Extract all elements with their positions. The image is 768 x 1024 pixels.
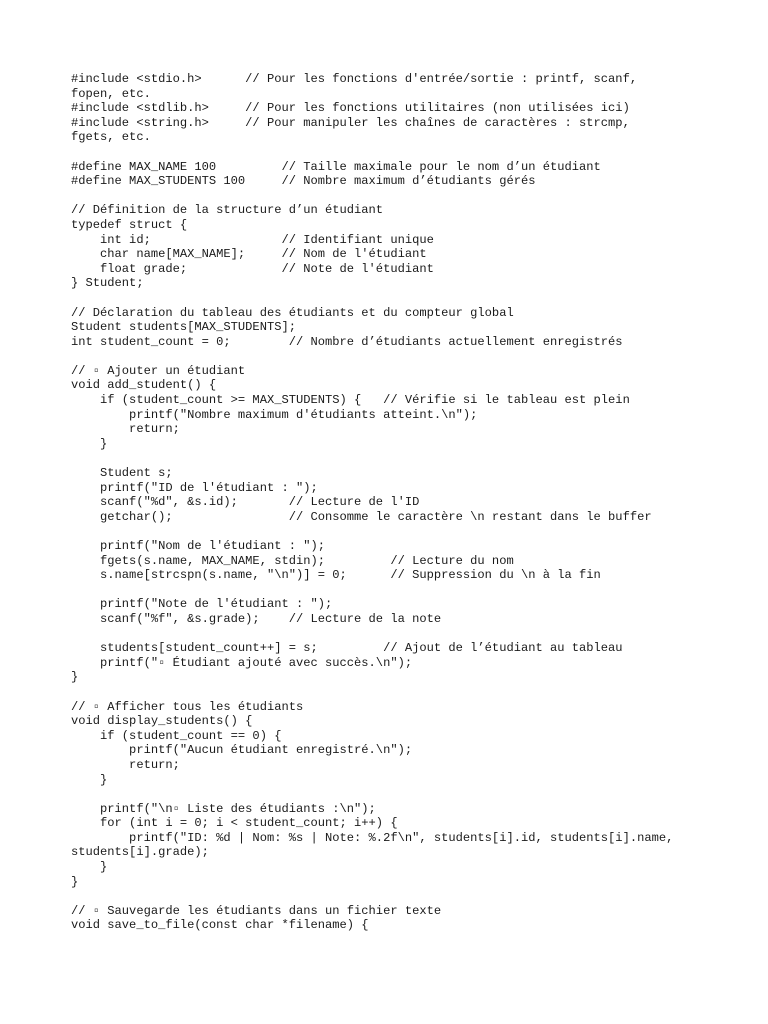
- code-line: printf("Nombre maximum d'étudiants atteint.\n");: [71, 407, 478, 422]
- code-line: return;: [71, 757, 180, 772]
- code-line: #include <stdio.h> // Pour les fonctions d'entrée/sortie : printf, scanf,: [71, 72, 638, 86]
- code-line: // ▫ Sauvegarde les étudiants dans un fichier texte: [71, 903, 442, 918]
- code-line: return;: [71, 422, 180, 437]
- code-line: void add_student() {: [71, 378, 217, 393]
- code-line: }: [71, 874, 79, 889]
- code-line: if (student_count >= MAX_STUDENTS) { // Vérifie si le tableau est plein: [71, 393, 630, 408]
- code-line: scanf("%d", &s.id); // Lecture de l'ID: [71, 495, 420, 510]
- code-line: float grade; // Note de l'étudiant: [71, 261, 434, 276]
- code-line: // ▫ Afficher tous les étudiants: [71, 699, 304, 714]
- code-line: [71, 524, 711, 539]
- code-line: [71, 145, 711, 160]
- code-line: void display_students() {: [71, 714, 253, 729]
- code-line: Student s;: [71, 466, 173, 481]
- code-line: [71, 627, 711, 642]
- code-line: typedef struct {: [71, 217, 188, 232]
- code-line: printf("▫ Étudiant ajouté avec succès.\n");: [71, 655, 413, 670]
- code-line: }: [71, 860, 108, 875]
- code-line: #include <stdlib.h> // Pour les fonctions utilitaires (non utilisées ici): [71, 101, 630, 116]
- code-line: [71, 685, 711, 700]
- code-line: fopen, etc.: [71, 86, 151, 101]
- code-line: int id; // Identifiant unique: [71, 232, 434, 247]
- code-line: students[student_count++] = s; // Ajout de l’étudiant au tableau: [71, 641, 623, 656]
- code-line: [71, 583, 711, 598]
- code-line: // Déclaration du tableau des étudiants et du compteur global: [71, 305, 514, 320]
- code-line: students[i].grade);: [71, 845, 209, 860]
- code-line: [71, 291, 711, 306]
- code-line: char name[MAX_NAME]; // Nom de l'étudiant: [71, 247, 427, 262]
- code-line: for (int i = 0; i < student_count; i++) {: [71, 816, 398, 831]
- code-line: fgets, etc.: [71, 130, 151, 145]
- code-line: [71, 189, 711, 204]
- code-line: getchar(); // Consomme le caractère \n restant dans le buffer: [71, 509, 652, 524]
- code-line: #define MAX_NAME 100 // Taille maximale pour le nom d’un étudiant: [71, 159, 601, 174]
- code-line: // Définition de la structure d’un étudiant: [71, 203, 384, 218]
- code-line: }: [71, 772, 108, 787]
- code-line: void save_to_file(const char *filename) {: [71, 918, 369, 933]
- code-line: } Student;: [71, 276, 144, 291]
- code-block: [71, 72, 711, 933]
- code-line: #include <string.h> // Pour manipuler les chaînes de caractères : strcmp,: [71, 115, 630, 130]
- code-line: [71, 349, 711, 364]
- code-line: int student_count = 0; // Nombre d’étudiants actuellement enregistrés: [71, 334, 623, 349]
- code-line: printf("Note de l'étudiant : ");: [71, 597, 333, 612]
- code-line: fgets(s.name, MAX_NAME, stdin); // Lecture du nom: [71, 553, 514, 568]
- code-line: printf("ID: %d | Nom: %s | Note: %.2f\n", students[i].id, students[i].name,: [71, 830, 674, 845]
- code-line: [71, 451, 711, 466]
- code-line: printf("\n▫ Liste des étudiants :\n");: [71, 801, 376, 816]
- code-line: // ▫ Ajouter un étudiant: [71, 363, 246, 378]
- code-line: #define MAX_STUDENTS 100 // Nombre maximum d’étudiants gérés: [71, 174, 536, 189]
- code-line: printf("ID de l'étudiant : ");: [71, 480, 318, 495]
- code-line: printf("Aucun étudiant enregistré.\n");: [71, 743, 413, 758]
- code-line: scanf("%f", &s.grade); // Lecture de la note: [71, 611, 442, 626]
- code-line: s.name[strcspn(s.name, "\n")] = 0; // Suppression du \n à la fin: [71, 568, 601, 583]
- code-line: Student students[MAX_STUDENTS];: [71, 320, 296, 335]
- code-line: [71, 787, 711, 802]
- code-line: if (student_count == 0) {: [71, 728, 282, 743]
- code-line: }: [71, 670, 79, 685]
- code-line: [71, 889, 711, 904]
- code-line: }: [71, 436, 108, 451]
- code-line: printf("Nom de l'étudiant : ");: [71, 539, 326, 553]
